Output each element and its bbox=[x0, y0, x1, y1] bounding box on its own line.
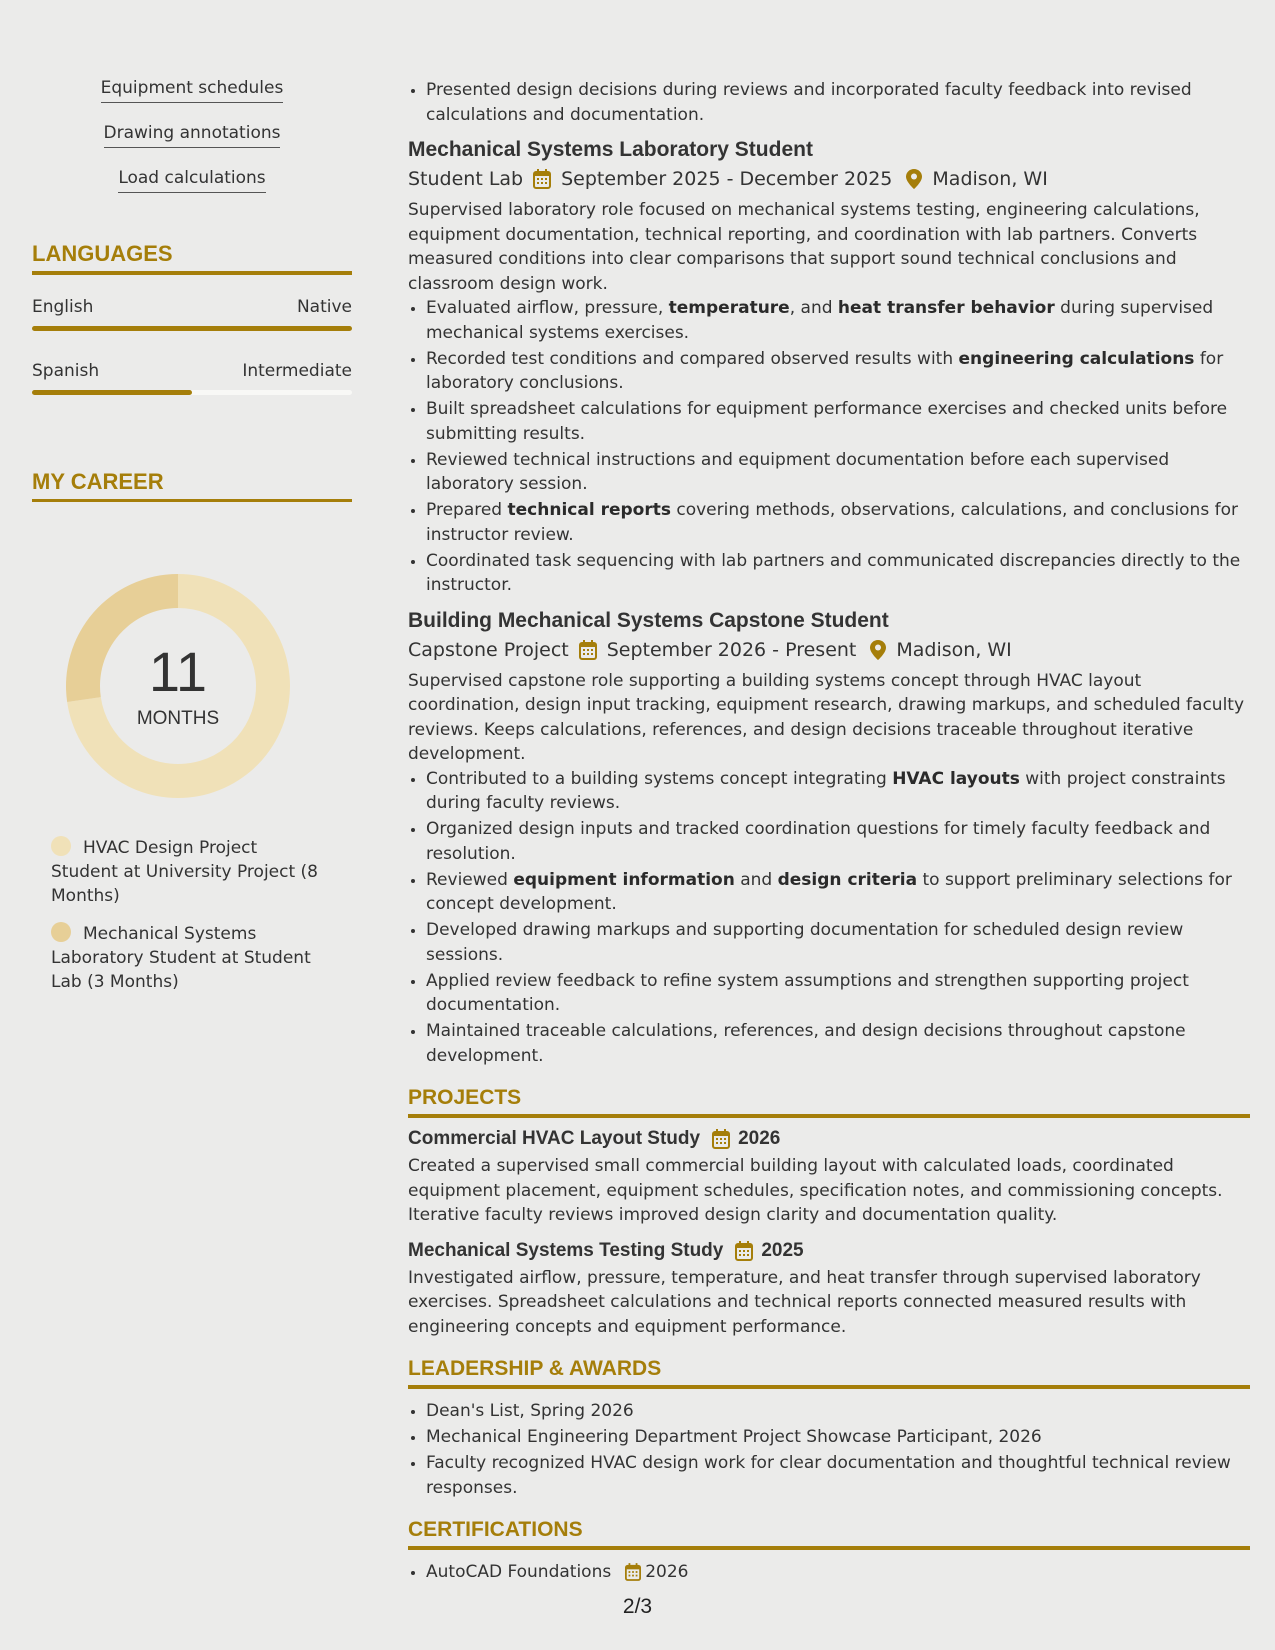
bullet-item bbox=[426, 397, 1250, 446]
top-bullets bbox=[408, 78, 1250, 127]
bullet-item: • Presented design decisions during reviews and incorporated faculty feedback into revised calculations and documentation. bbox=[426, 78, 1250, 127]
language-name: Spanish bbox=[32, 361, 100, 381]
page-number: 2/3 bbox=[622, 1595, 653, 1618]
project-year: 2025 bbox=[761, 1239, 804, 1261]
text-run: during supervised mechanical systems exercises. bbox=[426, 298, 1214, 343]
language-bar-fill bbox=[32, 326, 352, 331]
keyword: technical reports bbox=[507, 500, 671, 520]
legend-item bbox=[51, 922, 321, 994]
career-unit: MONTHS bbox=[136, 708, 220, 729]
main-content bbox=[408, 78, 1250, 1586]
certification-item bbox=[426, 1560, 1250, 1585]
keyword: design criteria bbox=[777, 869, 918, 890]
bullet-item bbox=[426, 296, 1250, 345]
keyword: temperature bbox=[668, 298, 790, 318]
calendar-icon bbox=[735, 1241, 753, 1261]
job-summary: Supervised laboratory role focused on mechanical systems testing, engineering calculations, equipment documentation, technical reporting, and coordination with lab partners. Converts measured conditions into clear comparisons that support sound technical conclusions and classroom design work. bbox=[408, 200, 1200, 294]
map-pin-icon bbox=[906, 169, 922, 189]
language-bar bbox=[32, 326, 352, 331]
calendar-icon bbox=[712, 1129, 730, 1149]
job-title: Building Mechanical Systems Capstone Student bbox=[408, 608, 889, 632]
bullet-item: • Faculty recognized HVAC design work for clear documentation and thoughtful technical review responses. bbox=[426, 1451, 1250, 1500]
text-run: Recorded test conditions and compared observed results with bbox=[426, 348, 959, 369]
text-run: Coordinated task sequencing with lab partners and communicated discrepancies directly to the instructor. bbox=[426, 550, 1241, 595]
calendar-icon bbox=[533, 169, 551, 189]
project-year: 2026 bbox=[738, 1128, 781, 1149]
job-entry bbox=[408, 609, 1250, 1069]
job-bullets bbox=[408, 767, 1250, 1069]
skill-link[interactable]: Load calculations bbox=[118, 168, 265, 193]
bullet-item: • Mechanical Engineering Department Project Showcase Participant, 2026 bbox=[426, 1425, 1250, 1450]
language-name: English bbox=[32, 297, 94, 317]
legend-item bbox=[51, 836, 321, 908]
text-run: Prepared bbox=[426, 500, 508, 520]
text-run: Evaluated airflow, pressure, bbox=[426, 298, 669, 318]
project-entry bbox=[408, 1128, 1250, 1228]
bullet-item bbox=[426, 767, 1250, 816]
project-entry bbox=[408, 1240, 1250, 1340]
languages-heading: LANGUAGES bbox=[32, 241, 352, 275]
certifications-heading: CERTIFICATIONS bbox=[408, 1518, 1250, 1550]
job-title: Mechanical Systems Laboratory Student bbox=[408, 138, 813, 161]
legend-dot bbox=[51, 922, 71, 942]
language-level: Intermediate bbox=[242, 361, 352, 381]
sidebar bbox=[32, 78, 352, 502]
map-pin-icon bbox=[870, 640, 886, 660]
job-summary: Supervised capstone role supporting a building systems concept through HVAC layout coordination, design input tracking, equipment research, drawing markups, and scheduled faculty reviews. Keeps calculations, references, and design decisions traceable throughout iterative development. bbox=[408, 670, 1245, 764]
bullet-item bbox=[426, 448, 1250, 497]
project-description: Created a supervised small commercial building layout with calculated loads, coordinated equipment placement, equipment schedules, specification notes, and commissioning concepts. Iterative faculty reviews improved design clarity and documentation quality. bbox=[408, 1156, 1223, 1225]
text-run: for laboratory conclusions. bbox=[426, 348, 1224, 393]
bullet-item bbox=[426, 918, 1250, 967]
text-run: Reviewed bbox=[426, 869, 514, 890]
certifications-list bbox=[408, 1560, 1250, 1585]
keyword: HVAC layouts bbox=[892, 768, 1020, 789]
project-title: Mechanical Systems Testing Study bbox=[408, 1239, 724, 1261]
leadership-list bbox=[408, 1399, 1250, 1500]
bullet-item bbox=[426, 1019, 1250, 1068]
project-title-row bbox=[408, 1128, 1250, 1150]
leadership-heading: LEADERSHIP & AWARDS bbox=[408, 1357, 1250, 1389]
skill-link[interactable]: Equipment schedules bbox=[101, 78, 284, 103]
career-total-months: 11 bbox=[148, 640, 208, 703]
text-run: and bbox=[734, 869, 778, 890]
language-bar-fill bbox=[32, 390, 192, 395]
bullet-item bbox=[426, 969, 1250, 1018]
job-entry bbox=[408, 138, 1250, 598]
job-meta bbox=[408, 168, 1250, 190]
job-meta bbox=[408, 639, 1250, 661]
calendar-icon bbox=[579, 640, 597, 660]
legend-label: HVAC Design Project Student at University Project (8 Months) bbox=[51, 838, 318, 906]
text-run: Developed drawing markups and supporting documentation for scheduled design review sessions. bbox=[426, 920, 1184, 965]
job-org: Capstone Project bbox=[408, 638, 569, 661]
job-location: Madison, WI bbox=[932, 168, 1048, 190]
text-run: Maintained traceable calculations, references, and design decisions throughout capstone development. bbox=[426, 1021, 1186, 1066]
career-legend bbox=[51, 836, 321, 1008]
legend-label: Mechanical Systems Laboratory Student at Student Lab (3 Months) bbox=[51, 924, 311, 992]
project-title-row bbox=[408, 1240, 1250, 1262]
text-run: Reviewed technical instructions and equipment documentation before each supervised laboratory session. bbox=[426, 449, 1170, 494]
keyword: engineering calculations bbox=[958, 348, 1195, 369]
donut-center bbox=[66, 574, 290, 798]
bullet-item bbox=[426, 549, 1250, 598]
legend-dot bbox=[51, 836, 71, 856]
projects-heading: PROJECTS bbox=[408, 1086, 1250, 1118]
bullet-item bbox=[426, 817, 1250, 866]
text-run: Applied review feedback to refine system assumptions and strengthen supporting project documentation. bbox=[426, 970, 1189, 1015]
job-location: Madison, WI bbox=[896, 638, 1012, 661]
language-level: Native bbox=[296, 297, 352, 317]
language-bar bbox=[32, 390, 352, 395]
keyword: equipment information bbox=[513, 869, 735, 890]
certification-name: • AutoCAD Foundations bbox=[426, 1562, 612, 1582]
job-dates: September 2025 - December 2025 bbox=[561, 168, 893, 190]
text-run: covering methods, observations, calculations, and conclusions for instructor review. bbox=[426, 500, 1238, 545]
job-org: Student Lab bbox=[408, 168, 524, 190]
job-dates: September 2026 - Present bbox=[606, 638, 857, 661]
text-run: Built spreadsheet calculations for equipment performance exercises and checked units before submitting results. bbox=[426, 399, 1228, 444]
text-run: , and bbox=[789, 298, 838, 318]
language-item bbox=[32, 297, 352, 331]
bullet-item: • Dean's List, Spring 2026 bbox=[426, 1399, 1250, 1424]
project-description: Investigated airflow, pressure, temperature, and heat transfer through supervised laboratory exercises. Spreadsheet calculations and technical reports connected measured results with engineering concepts and equipment performance. bbox=[408, 1267, 1201, 1337]
bullet-item bbox=[426, 347, 1250, 396]
language-item bbox=[32, 361, 352, 395]
career-donut-chart bbox=[66, 574, 290, 798]
text-run: to support preliminary selections for concept development. bbox=[426, 869, 1232, 914]
calendar-icon bbox=[625, 1563, 641, 1581]
certification-year: 2026 bbox=[645, 1562, 689, 1582]
keyword: heat transfer behavior bbox=[837, 298, 1055, 318]
job-bullets bbox=[408, 296, 1250, 598]
skill-link[interactable]: Drawing annotations bbox=[104, 123, 281, 148]
career-heading: MY CAREER bbox=[32, 469, 352, 502]
text-run: Contributed to a building systems concept integrating bbox=[426, 768, 893, 789]
bullet-item bbox=[426, 868, 1250, 917]
text-run: with project constraints during faculty reviews. bbox=[426, 768, 1226, 813]
project-title: Commercial HVAC Layout Study bbox=[408, 1128, 701, 1149]
text-run: Organized design inputs and tracked coordination questions for timely faculty feedback and resolution. bbox=[426, 819, 1211, 864]
skill-links bbox=[32, 78, 352, 213]
bullet-item bbox=[426, 498, 1250, 547]
